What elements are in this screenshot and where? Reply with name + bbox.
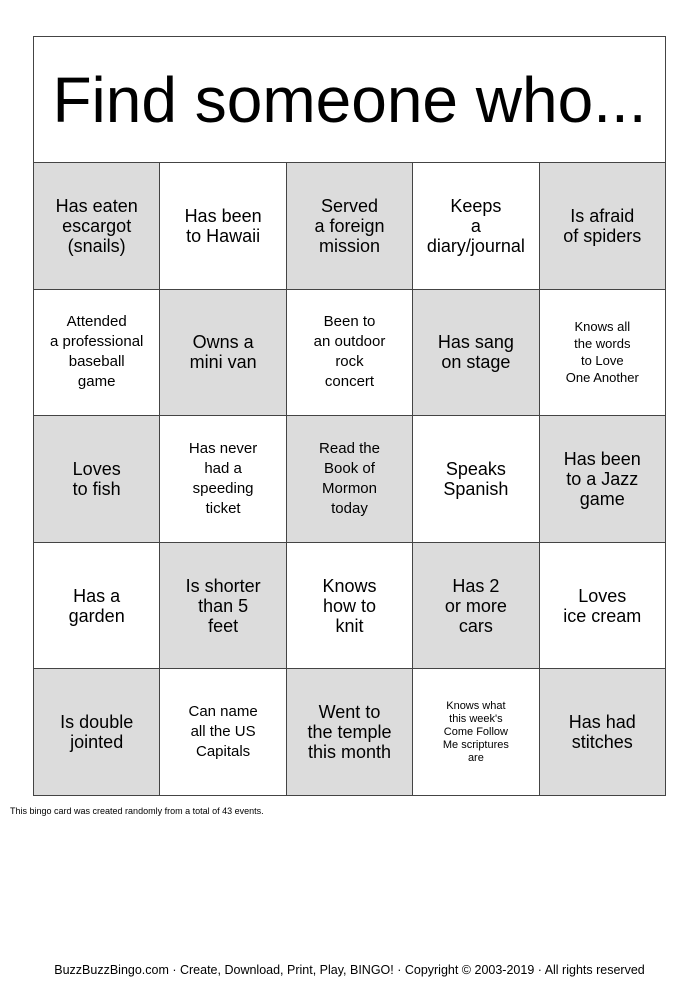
bingo-square[interactable] [287, 416, 413, 543]
bingo-square[interactable] [540, 669, 666, 796]
bingo-grid [33, 162, 666, 796]
bingo-square[interactable] [287, 543, 413, 670]
bingo-square-text: Is shorter than 5 feet [185, 575, 261, 636]
bingo-square-text: Owns a mini van [189, 332, 257, 373]
bingo-square-text: Can name all the US Capitals [188, 703, 258, 761]
bingo-square-text: Knows what this week's Come Follow Me scriptures are [442, 699, 509, 764]
bingo-square[interactable] [413, 290, 539, 417]
bingo-square-text: Has been to a Jazz game [563, 448, 641, 509]
bingo-square-text: Loves ice cream [563, 585, 642, 626]
bingo-square-text: Has never had a speeding ticket [188, 439, 258, 517]
bingo-square[interactable] [540, 290, 666, 417]
bingo-square[interactable] [34, 416, 160, 543]
bingo-square[interactable] [160, 669, 286, 796]
bingo-square-text: Speaks Spanish [443, 458, 509, 499]
card-title: Find someone who... [52, 63, 647, 136]
bingo-card [33, 36, 666, 796]
bingo-square[interactable] [540, 543, 666, 670]
bingo-square[interactable] [160, 543, 286, 670]
bingo-square[interactable] [160, 416, 286, 543]
bingo-square-text: Has a garden [68, 585, 125, 626]
bingo-square[interactable] [540, 163, 666, 290]
bingo-square-text: Has eaten escargot (snails) [55, 195, 138, 256]
bingo-square[interactable] [160, 290, 286, 417]
bingo-square-text: Read the Book of Mormon today [319, 439, 380, 517]
bingo-square[interactable] [287, 290, 413, 417]
bingo-square-text: Knows all the words to Love One Another [565, 319, 639, 386]
title-box [33, 36, 666, 163]
bingo-square-text: Knows how to knit [322, 575, 377, 636]
bingo-square[interactable] [413, 416, 539, 543]
bingo-square-text: Has been to Hawaii [184, 205, 262, 246]
bingo-square[interactable] [34, 669, 160, 796]
bingo-square[interactable] [540, 416, 666, 543]
bingo-square-text: Is double jointed [60, 712, 134, 753]
bingo-square[interactable] [34, 163, 160, 290]
bingo-square-text: Served a foreign mission [314, 195, 385, 256]
bingo-square[interactable] [287, 669, 413, 796]
bingo-square-text: Keeps a diary/journal [426, 195, 525, 256]
bingo-square-text: Has sang on stage [437, 332, 514, 373]
bingo-square-text: Has 2 or more cars [444, 575, 507, 636]
bingo-square[interactable] [413, 669, 539, 796]
bingo-square-text: Attended a professional baseball game [49, 313, 144, 391]
bingo-square[interactable] [413, 543, 539, 670]
bingo-square[interactable] [34, 543, 160, 670]
bingo-square-text: Is afraid of spiders [563, 205, 642, 246]
bingo-square-text: Went to the temple this month [307, 702, 392, 763]
bingo-square-text: Has had stitches [568, 712, 636, 753]
bingo-square[interactable] [287, 163, 413, 290]
bingo-square-text: Loves to fish [72, 458, 121, 499]
bingo-square[interactable] [160, 163, 286, 290]
bingo-square[interactable] [413, 163, 539, 290]
site-footer: BuzzBuzzBingo.com · Create, Download, Print, Play, BINGO! · Copyright © 2003-2019 · All rights reserved [54, 963, 645, 977]
bingo-square-text: Been to an outdoor rock concert [313, 313, 386, 391]
card-note: This bingo card was created randomly from a total of 43 events. [10, 806, 264, 816]
bingo-square[interactable] [34, 290, 160, 417]
